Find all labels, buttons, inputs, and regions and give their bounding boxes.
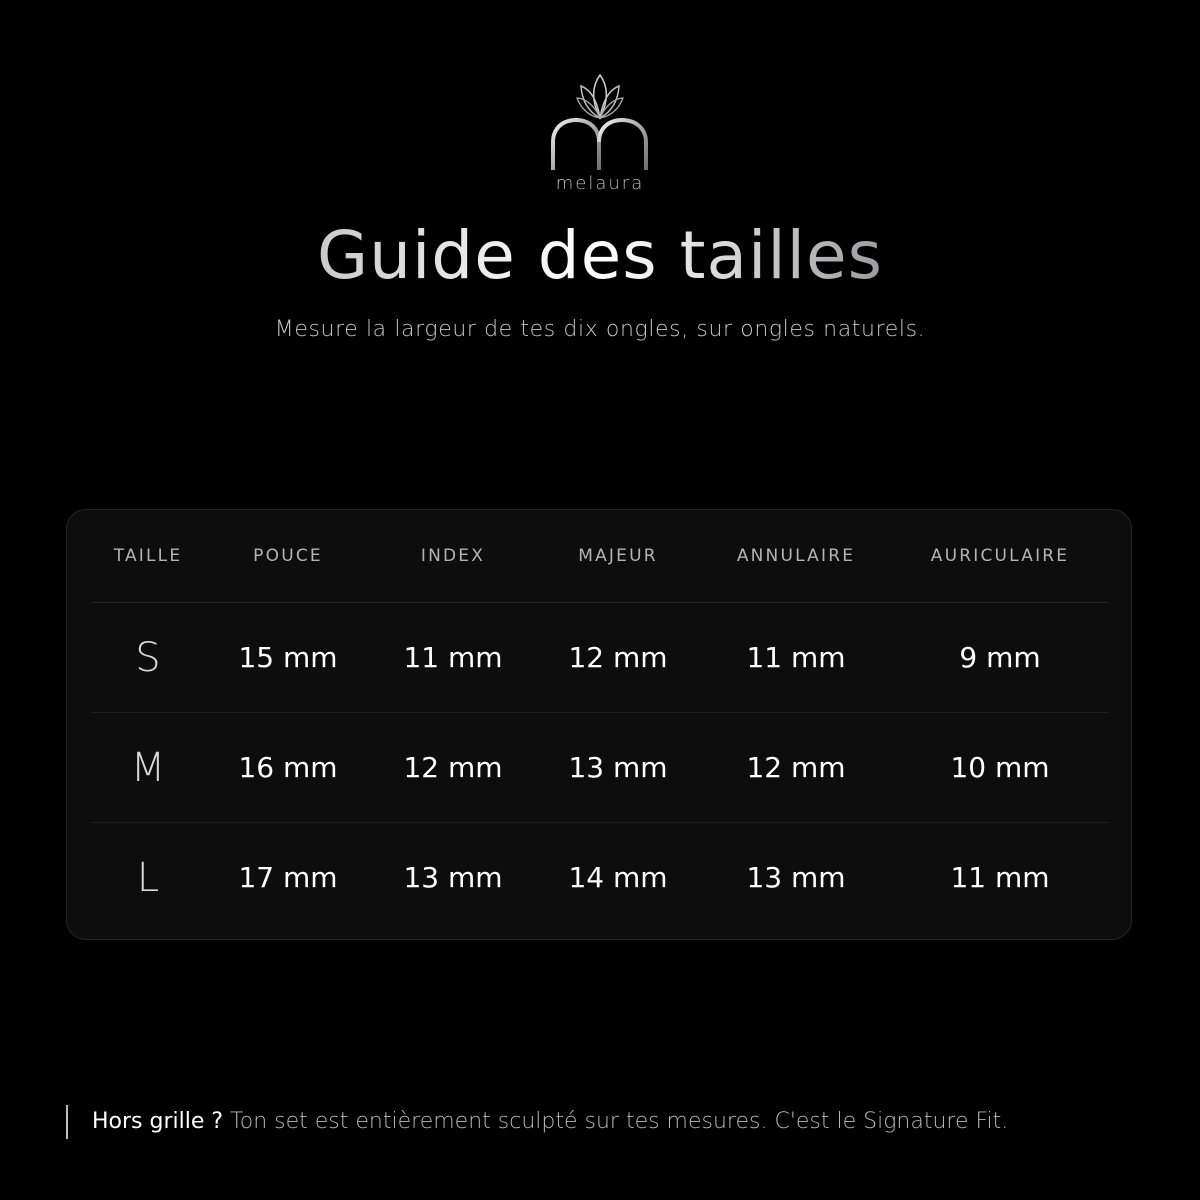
size-cell: L bbox=[136, 854, 160, 901]
majeur-cell: 13 mm bbox=[535, 713, 701, 823]
table-row bbox=[91, 823, 1109, 933]
auriculaire-cell: 11 mm bbox=[950, 861, 1050, 894]
pouce-cell: 16 mm bbox=[205, 713, 371, 823]
footer-note-strong: Hors grille ? bbox=[92, 1109, 224, 1134]
majeur-cell: 14 mm bbox=[568, 861, 668, 894]
footer-note-text: Ton set est entièrement sculpté sur tes mesures. C'est le Signature Fit. bbox=[223, 1109, 1009, 1134]
column-header-auriculaire: AURICULAIRE bbox=[891, 510, 1109, 603]
column-header-annulaire: ANNULAIRE bbox=[701, 510, 891, 603]
page-title-text: Guide des tailles bbox=[317, 217, 883, 294]
index-cell: 13 mm bbox=[403, 861, 503, 894]
page-title bbox=[0, 216, 1200, 296]
auriculaire-cell: 10 mm bbox=[891, 713, 1109, 823]
size-cell: S bbox=[91, 603, 205, 713]
table-header-row bbox=[91, 510, 1109, 603]
majeur-cell: 12 mm bbox=[535, 603, 701, 713]
table-row bbox=[91, 713, 1109, 823]
table-row bbox=[91, 603, 1109, 713]
page-subtitle: Mesure la largeur de tes dix ongles, sur ongles naturels. bbox=[274, 317, 926, 342]
brand-name: melaura bbox=[555, 173, 645, 194]
index-cell: 12 mm bbox=[371, 713, 535, 823]
pouce-cell: 15 mm bbox=[205, 603, 371, 713]
footer-note bbox=[66, 1105, 1008, 1139]
column-header-majeur: MAJEUR bbox=[535, 510, 701, 603]
index-cell: 11 mm bbox=[371, 603, 535, 713]
auriculaire-cell: 9 mm bbox=[891, 603, 1109, 713]
column-header-index: INDEX bbox=[371, 510, 535, 603]
size-table bbox=[91, 510, 1109, 932]
size-chart-card bbox=[66, 509, 1132, 940]
column-header-taille: TAILLE bbox=[91, 510, 205, 603]
annulaire-cell: 13 mm bbox=[746, 861, 846, 894]
pouce-cell: 17 mm bbox=[238, 861, 338, 894]
annulaire-cell: 11 mm bbox=[701, 603, 891, 713]
annulaire-cell: 12 mm bbox=[701, 713, 891, 823]
size-cell: M bbox=[91, 713, 205, 823]
column-header-pouce: POUCE bbox=[205, 510, 371, 603]
